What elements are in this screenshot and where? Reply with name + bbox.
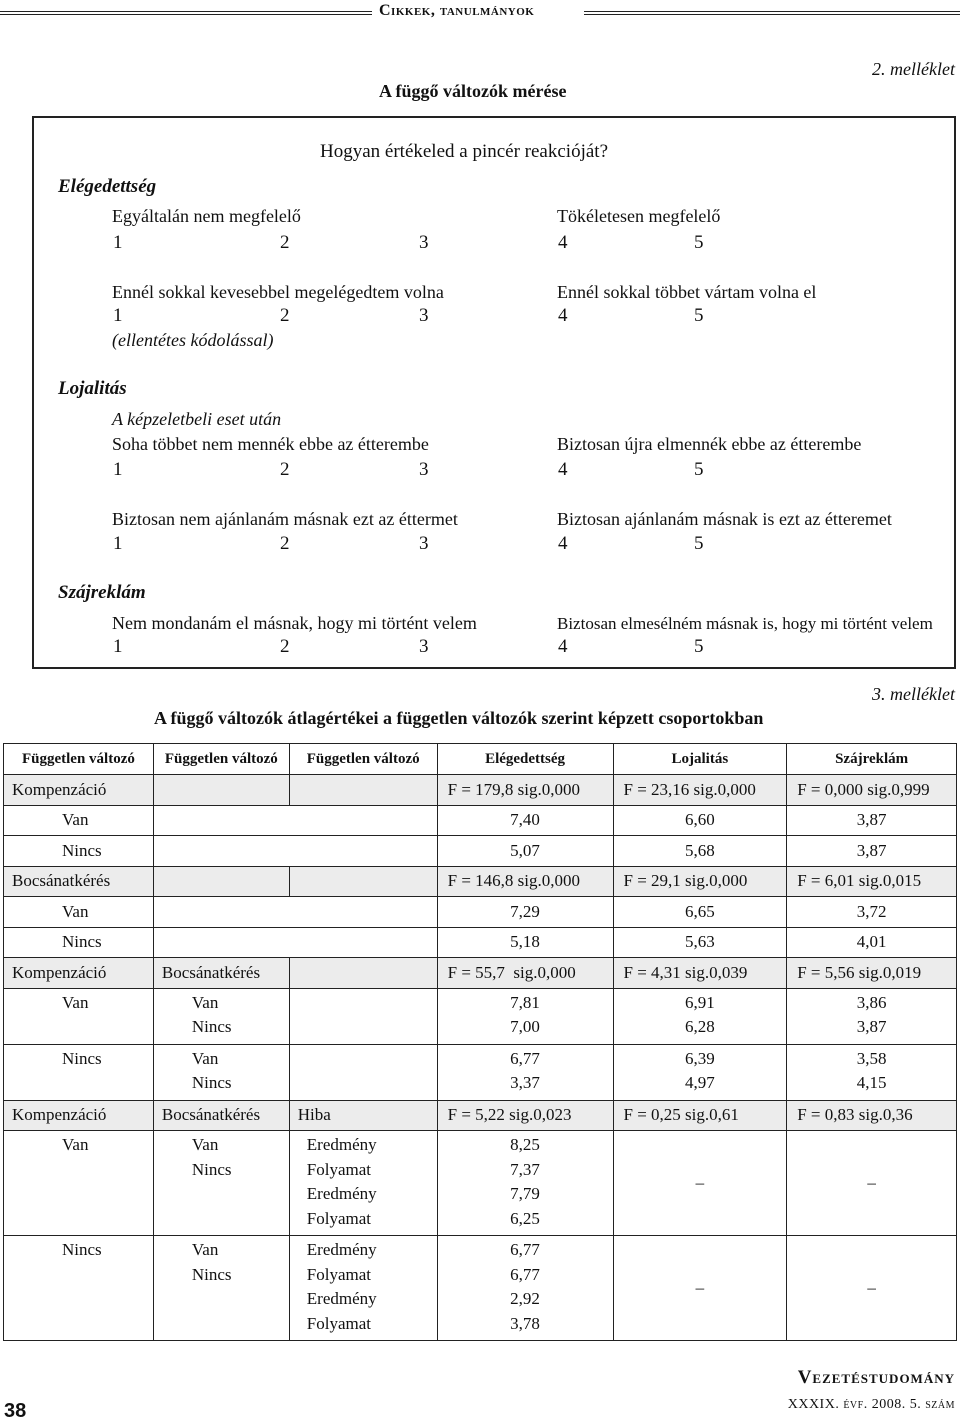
cell-line: 6,77	[510, 1048, 540, 1068]
table-cell	[289, 775, 437, 806]
table-cell: 5,63	[613, 927, 787, 958]
cell-line: Nincs	[191, 1159, 232, 1179]
table-cell	[437, 1236, 613, 1341]
sat2-scale-1: 1	[113, 305, 123, 326]
table-cell: F = 0,000 sig.0,999	[787, 775, 957, 806]
header-cell: Független változó	[153, 744, 289, 775]
table-cell: F = 55,7 sig.0,000	[437, 958, 613, 989]
table-row	[4, 805, 957, 836]
table-cell	[437, 1044, 613, 1100]
table-cell	[153, 1044, 289, 1100]
table-cell: Van	[4, 897, 154, 928]
cell-line: 6,91	[684, 992, 715, 1012]
table-cell	[153, 1236, 289, 1341]
table-row	[4, 866, 957, 897]
table-cell	[153, 897, 437, 928]
header-rule-right	[584, 11, 960, 15]
table-cell: 3,72	[787, 897, 957, 928]
wom1-scale-1: 1	[113, 636, 123, 657]
table-cell: Van	[4, 1131, 154, 1236]
sat2-scale-4: 4	[558, 305, 568, 326]
table-cell: 6,60	[613, 805, 787, 836]
cell-line: 6,25	[510, 1208, 540, 1228]
cell-line: 3,78	[510, 1313, 540, 1333]
cell-line: Folyamat	[306, 1159, 371, 1179]
sat2-scale-3: 3	[419, 305, 429, 326]
sat1-scale-5: 5	[694, 232, 704, 253]
cell-line: Folyamat	[306, 1208, 371, 1228]
table-row	[4, 958, 957, 989]
wom1-left-anchor: Nem mondanám el másnak, hogy mi történt velem	[112, 613, 477, 633]
header-cell: Független változó	[4, 744, 154, 775]
cell-line: Van	[191, 1240, 219, 1259]
table-cell: Nincs	[4, 1236, 154, 1341]
table-cell: F = 23,16 sig.0,000	[613, 775, 787, 806]
table-cell: Bocsánatkérés	[153, 1100, 289, 1131]
table-cell	[437, 988, 613, 1044]
table-cell: F = 5,22 sig.0,023	[437, 1100, 613, 1131]
sat1-scale-3: 3	[419, 232, 429, 253]
cell-line: 3,37	[510, 1073, 540, 1093]
sat2-right-anchor: Ennél sokkal többet vártam volna el	[557, 282, 817, 302]
table-cell	[289, 1044, 437, 1100]
table-row	[4, 1236, 957, 1341]
wom1-scale-5: 5	[694, 636, 704, 657]
sat1-scale-1: 1	[113, 232, 123, 253]
loy1-scale-2: 2	[280, 459, 290, 480]
table-cell: Van	[4, 805, 154, 836]
loy1-scale-4: 4	[558, 459, 568, 480]
cell-line: Eredmény	[306, 1289, 377, 1309]
appendix3-tag: 3. melléklet	[872, 684, 955, 704]
cell-line: Nincs	[191, 1073, 232, 1093]
header-cell: Lojalitás	[613, 744, 787, 775]
table-cell: F = 4,31 sig.0,039	[613, 958, 787, 989]
loy2-scale-3: 3	[419, 533, 429, 554]
loy1-scale-1: 1	[113, 459, 123, 480]
cell-line: 3,58	[856, 1048, 887, 1068]
table-cell: F = 0,83 sig.0,36	[787, 1100, 957, 1131]
table-cell	[153, 805, 437, 836]
table-cell	[153, 1131, 289, 1236]
table-cell: 3,87	[787, 805, 957, 836]
cell-line: Van	[191, 1048, 219, 1068]
cell-line: Eredmény	[306, 1184, 377, 1204]
table-cell: Nincs	[4, 927, 154, 958]
table-cell: –	[613, 1131, 787, 1236]
wom1-scale-3: 3	[419, 636, 429, 657]
sat2-scale-5: 5	[694, 305, 704, 326]
cell-line: 3,86	[856, 992, 887, 1012]
sat1-right-anchor: Tökéletesen megfelelő	[557, 206, 721, 226]
sat2-left-anchor: Ennél sokkal kevesebbel megelégedtem volna	[112, 282, 444, 302]
sat2-scale-2: 2	[280, 305, 290, 326]
table-cell: –	[787, 1236, 957, 1341]
header-cell: Szájreklám	[787, 744, 957, 775]
table-row	[4, 927, 957, 958]
table-cell	[437, 1131, 613, 1236]
table-cell: Bocsánatkérés	[153, 958, 289, 989]
table-cell: –	[787, 1131, 957, 1236]
cell-line: 3,87	[856, 1017, 887, 1037]
table-cell: F = 0,25 sig.0,61	[613, 1100, 787, 1131]
table-cell: 6,65	[613, 897, 787, 928]
cell-line: Nincs	[191, 1017, 232, 1037]
table-cell	[613, 988, 787, 1044]
sat1-scale-2: 2	[280, 232, 290, 253]
loy2-scale-5: 5	[694, 533, 704, 554]
table-cell	[787, 1044, 957, 1100]
table-cell: Bocsánatkérés	[4, 866, 154, 897]
header-cell: Független változó	[289, 744, 437, 775]
table-cell: 5,18	[437, 927, 613, 958]
table-cell: 7,40	[437, 805, 613, 836]
table-cell	[289, 988, 437, 1044]
loy2-left-anchor: Biztosan nem ajánlanám másnak ezt az éttermet	[112, 509, 458, 529]
table-cell: Nincs	[4, 1044, 154, 1100]
table-cell: F = 29,1 sig.0,000	[613, 866, 787, 897]
cell-line: Folyamat	[306, 1264, 371, 1284]
cell-line: 6,39	[684, 1048, 715, 1068]
table-cell: Kompenzáció	[4, 1100, 154, 1131]
loy2-scale-4: 4	[558, 533, 568, 554]
table-row	[4, 1044, 957, 1100]
table-cell: Nincs	[4, 836, 154, 867]
loy1-scale-3: 3	[419, 459, 429, 480]
appendix3-title: A függő változók átlagértékei a független változók szerint képzett csoportokban	[154, 708, 764, 728]
page-number: 38	[4, 1400, 27, 1422]
table-row	[4, 988, 957, 1044]
wom1-scale-4: 4	[558, 636, 568, 657]
wom-label: Szájreklám	[58, 582, 146, 603]
loy1-scale-5: 5	[694, 459, 704, 480]
cell-line: Eredmény	[306, 1135, 377, 1154]
table-header-row	[4, 744, 957, 775]
appendix2-tag: 2. melléklet	[872, 59, 955, 79]
cell-line: 4,97	[684, 1073, 715, 1093]
table-cell	[153, 836, 437, 867]
survey-box	[32, 116, 956, 669]
reverse-coding-note: (ellentétes kódolással)	[112, 330, 274, 350]
table-cell: 3,87	[787, 836, 957, 867]
table-cell: F = 5,56 sig.0,019	[787, 958, 957, 989]
satisfaction-label: Elégedettség	[58, 176, 157, 197]
journal-name: Vezetéstudomány	[797, 1367, 955, 1388]
loy2-scale-2: 2	[280, 533, 290, 554]
cell-line: 7,00	[510, 1017, 540, 1037]
cell-line: 6,77	[510, 1240, 540, 1259]
cell-line: 2,92	[510, 1289, 540, 1309]
wom1-scale-2: 2	[280, 636, 290, 657]
cell-line: Van	[191, 992, 219, 1012]
cell-line: 7,37	[510, 1159, 540, 1179]
table-cell	[153, 927, 437, 958]
table-cell: F = 179,8 sig.0,000	[437, 775, 613, 806]
table-cell	[153, 866, 289, 897]
cell-line: 8,25	[510, 1135, 540, 1154]
cell-line: 4,15	[856, 1073, 887, 1093]
table-cell	[289, 1131, 437, 1236]
cell-line: 6,28	[684, 1017, 715, 1037]
table-cell	[613, 1044, 787, 1100]
table-row	[4, 775, 957, 806]
issue-info: XXXIX. évf. 2008. 5. szám	[787, 1397, 955, 1412]
table-cell	[289, 958, 437, 989]
table-cell: Hiba	[289, 1100, 437, 1131]
table-cell: F = 146,8 sig.0,000	[437, 866, 613, 897]
table-row	[4, 1100, 957, 1131]
table-cell	[289, 1236, 437, 1341]
table-cell: 7,29	[437, 897, 613, 928]
section-title: Cikkek, tanulmányok	[379, 2, 535, 19]
table-cell: 4,01	[787, 927, 957, 958]
cell-line: Nincs	[191, 1264, 232, 1284]
table-row	[4, 897, 957, 928]
sat1-left-anchor: Egyáltalán nem megfelelő	[112, 206, 301, 226]
loy2-right-anchor: Biztosan ajánlanám másnak is ezt az étteremet	[557, 509, 892, 529]
table-cell	[787, 988, 957, 1044]
table-cell: –	[613, 1236, 787, 1341]
cell-line: Van	[191, 1135, 219, 1154]
table-cell: Van	[4, 988, 154, 1044]
cell-line: 7,81	[510, 992, 540, 1012]
table-cell	[153, 775, 289, 806]
table-cell: 5,07	[437, 836, 613, 867]
loyalty-label: Lojalitás	[58, 378, 127, 399]
loyalty-intro: A képzeletbeli eset után	[112, 409, 282, 429]
sat1-scale-4: 4	[558, 232, 568, 253]
header-rule-left	[0, 11, 372, 15]
header-cell: Elégedettség	[437, 744, 613, 775]
table-cell: Kompenzáció	[4, 775, 154, 806]
results-table	[3, 743, 957, 1341]
appendix2-title: A függő változók mérése	[379, 81, 567, 101]
table-cell	[289, 866, 437, 897]
table-cell: F = 6,01 sig.0,015	[787, 866, 957, 897]
wom1-right-anchor: Biztosan elmesélném másnak is, hogy mi történt velem	[557, 614, 933, 633]
table-cell: 5,68	[613, 836, 787, 867]
table-row	[4, 1131, 957, 1236]
table-cell	[153, 988, 289, 1044]
cell-line: 7,79	[510, 1184, 540, 1204]
loy1-right-anchor: Biztosan újra elmennék ebbe az étterembe	[557, 434, 862, 454]
table-row	[4, 836, 957, 867]
loy2-scale-1: 1	[113, 533, 123, 554]
cell-line: 6,77	[510, 1264, 540, 1284]
cell-line: Folyamat	[306, 1313, 371, 1333]
cell-line: Eredmény	[306, 1240, 377, 1259]
survey-question: Hogyan értékeled a pincér reakcióját?	[320, 141, 609, 162]
loy1-left-anchor: Soha többet nem mennék ebbe az étterembe	[112, 434, 429, 454]
table-cell: Kompenzáció	[4, 958, 154, 989]
